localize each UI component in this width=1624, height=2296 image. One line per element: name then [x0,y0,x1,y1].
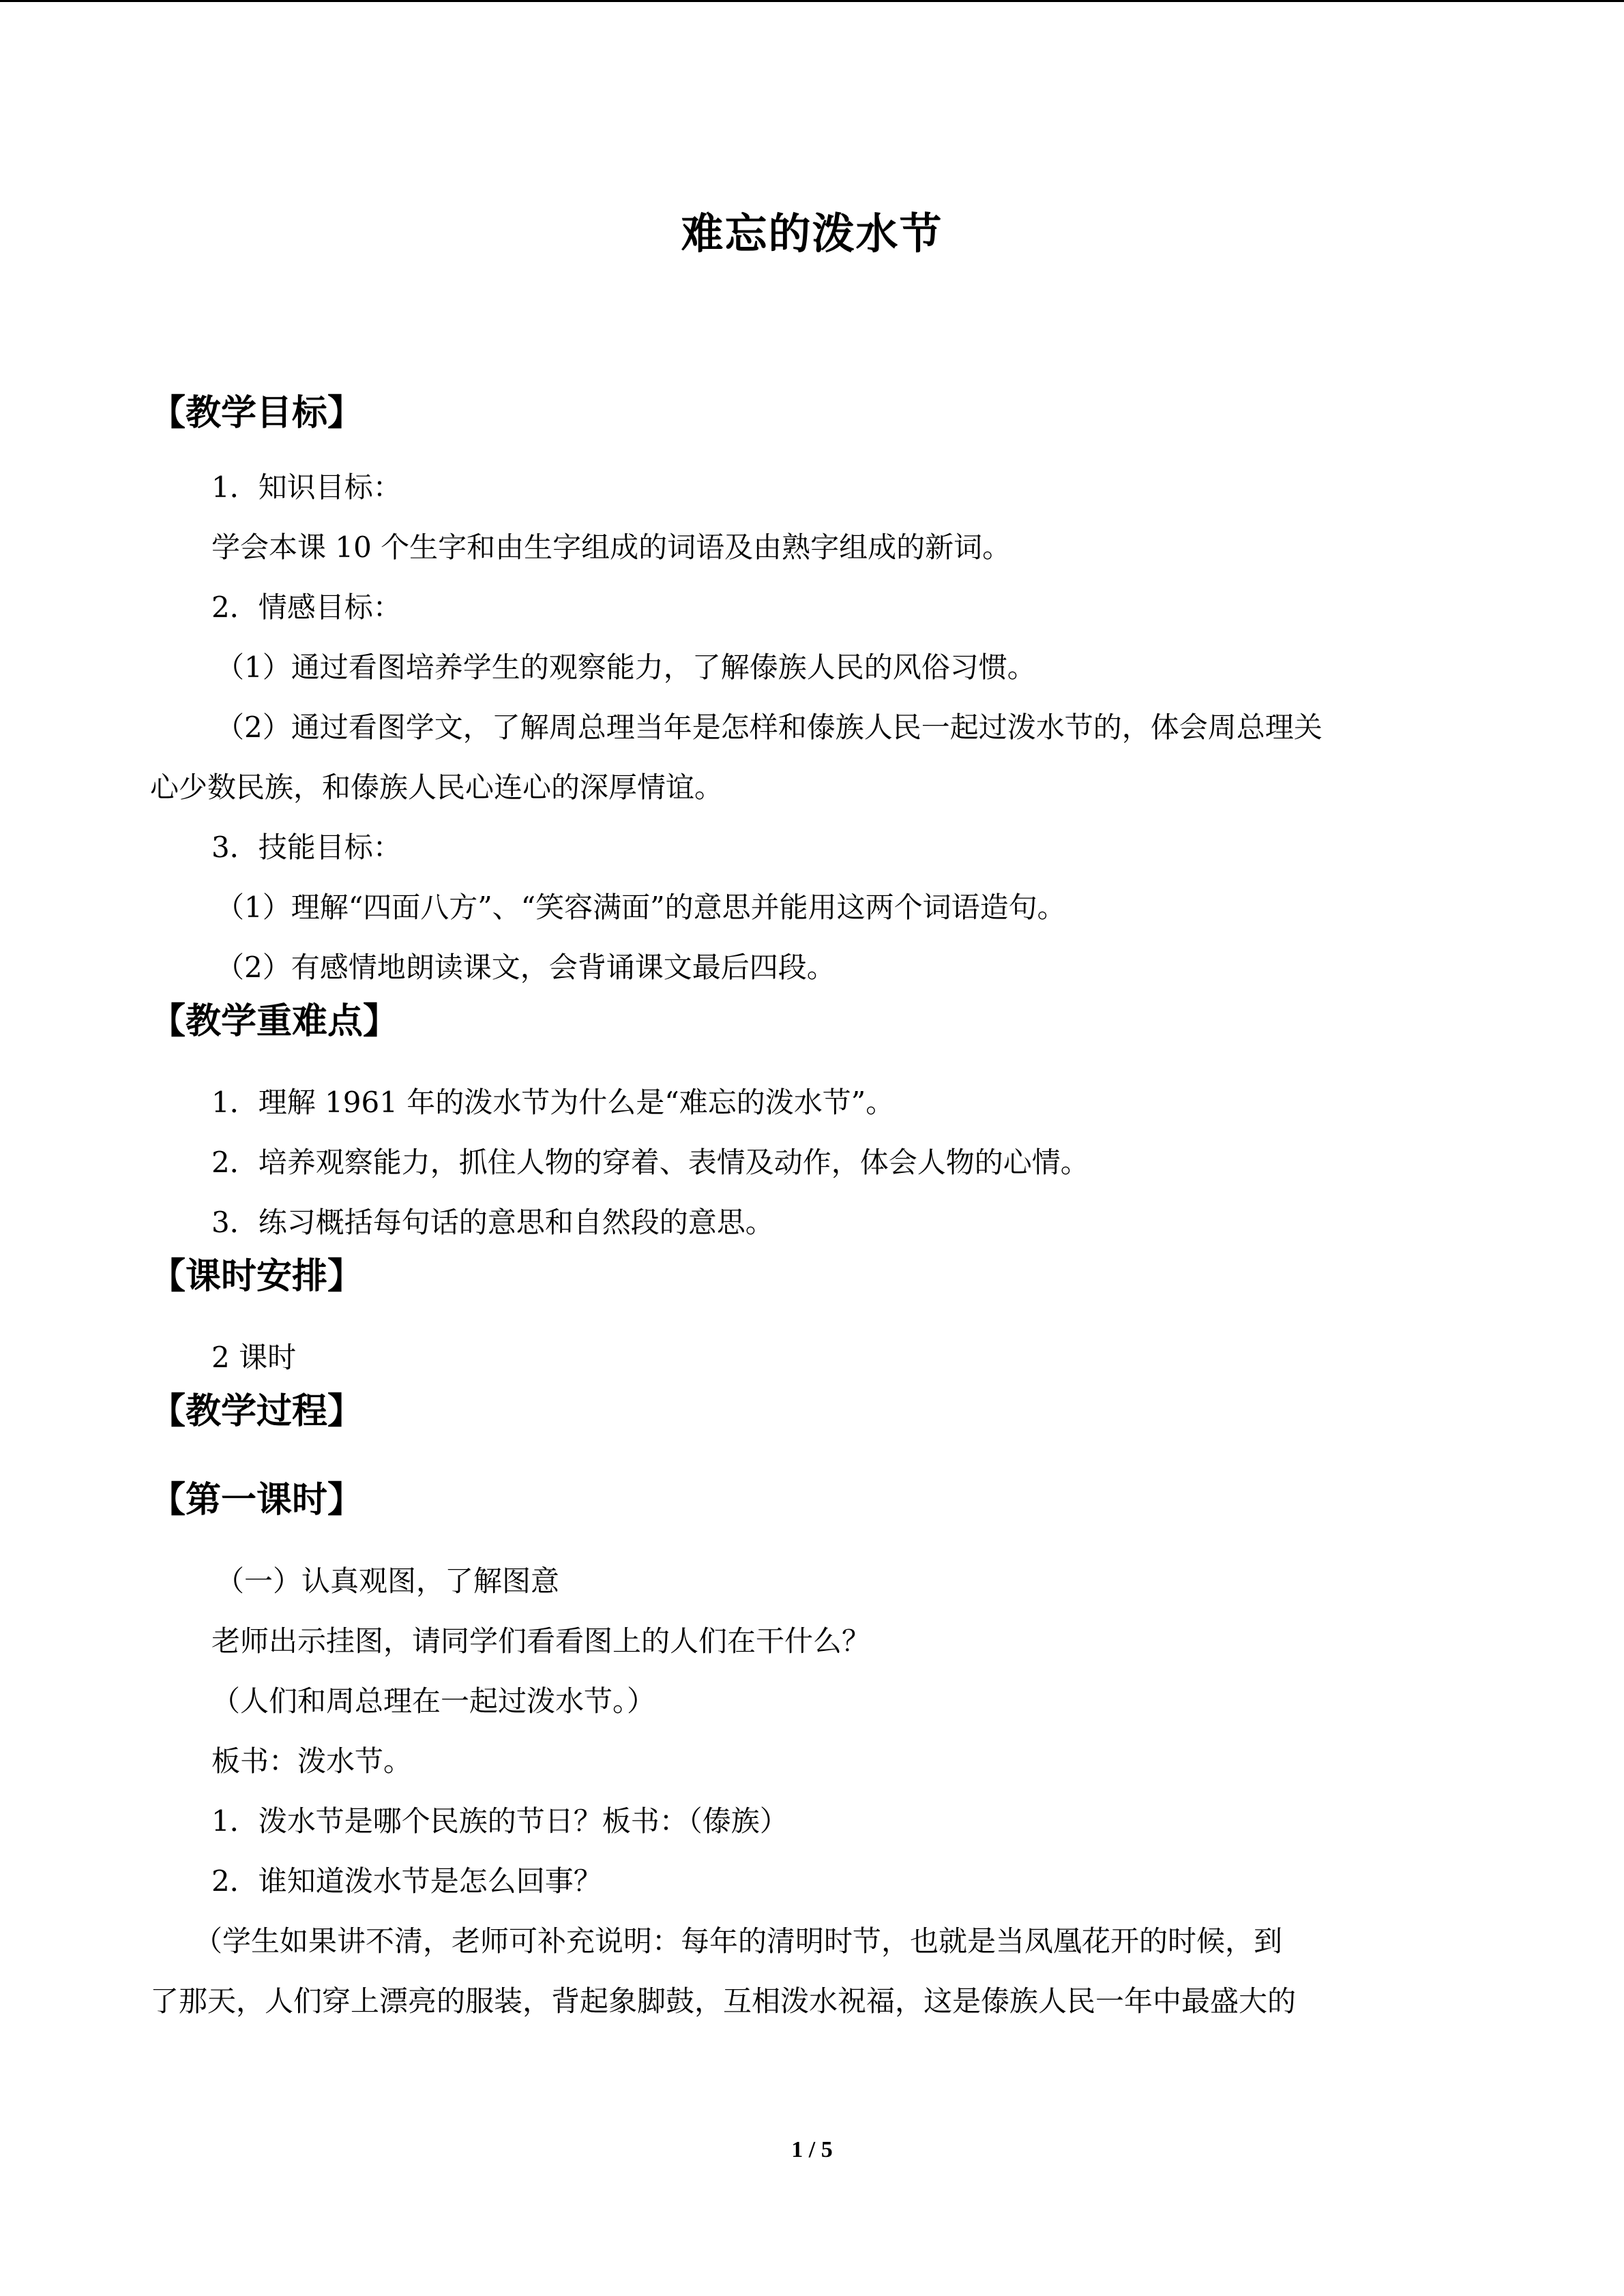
goals-line-3: 2．情感目标： [211,591,402,624]
goals-line-1: 1．知识目标： [211,471,402,504]
first-lesson-line-8: 了那天，人们穿上漂亮的服装，背起象脚鼓，互相泼水祝福，这是傣族人民一年中最盛大的 [150,1984,1297,2018]
first-lesson-line-2: 老师出示挂图，请同学们看看图上的人们在干什么？ [211,1624,871,1658]
document-body [150,389,1480,2031]
section-heading-schedule: 【课时安排】 [150,1256,364,1297]
section-heading-process: 【教学过程】 [150,1391,364,1432]
section-heading-first-lesson: 【第一课时】 [150,1480,364,1521]
goals-line-4: （1）通过看图培养学生的观察能力，了解傣族人民的风俗习惯。 [216,651,1036,684]
goals-line-2: 学会本课 10 个生字和由生字组成的词语及由熟字组成的新词。 [211,531,1012,564]
goals-line-6: 心少数民族，和傣族人民心连心的深厚情谊。 [150,771,724,804]
goals-line-8: （1）理解“四面八方”、“笑容满面”的意思并能用这两个词语造句。 [216,891,1066,924]
first-lesson-line-4: 板书：泼水节。 [211,1744,413,1778]
section-heading-goals: 【教学目标】 [150,393,364,434]
first-lesson-line-3: （人们和周总理在一起过泼水节。） [211,1684,656,1718]
goals-line-9: （2）有感情地朗读课文，会背诵课文最后四段。 [216,951,836,984]
first-lesson-line-7: （学生如果讲不清，老师可补充说明：每年的清明时节，也就是当凤凰花开的时候，到 [194,1924,1283,1958]
document-title: 难忘的泼水节 [681,209,943,258]
key-points-line-1: 1．理解 1961 年的泼水节为什么是“难忘的泼水节”。 [211,1086,895,1119]
schedule-line-1: 2 课时 [211,1341,297,1374]
section-heading-key-points: 【教学重难点】 [150,1001,399,1042]
goals-line-7: 3．技能目标： [211,831,402,864]
key-points-line-2: 2．培养观察能力，抓住人物的穿着、表情及动作，体会人物的心情。 [211,1146,1089,1179]
first-lesson-line-6: 2．谁知道泼水节是怎么回事？ [211,1864,602,1898]
key-points-line-3: 3．练习概括每句话的意思和自然段的意思。 [211,1206,774,1239]
first-lesson-line-1: （一）认真观图，了解图意 [216,1564,560,1598]
goals-line-5: （2）通过看图学文，了解周总理当年是怎样和傣族人民一起过泼水节的，体会周总理关 [216,711,1323,744]
first-lesson-line-5: 1．泼水节是哪个民族的节日？板书：（傣族） [211,1804,788,1838]
page-number: 1 / 5 [791,2137,833,2162]
